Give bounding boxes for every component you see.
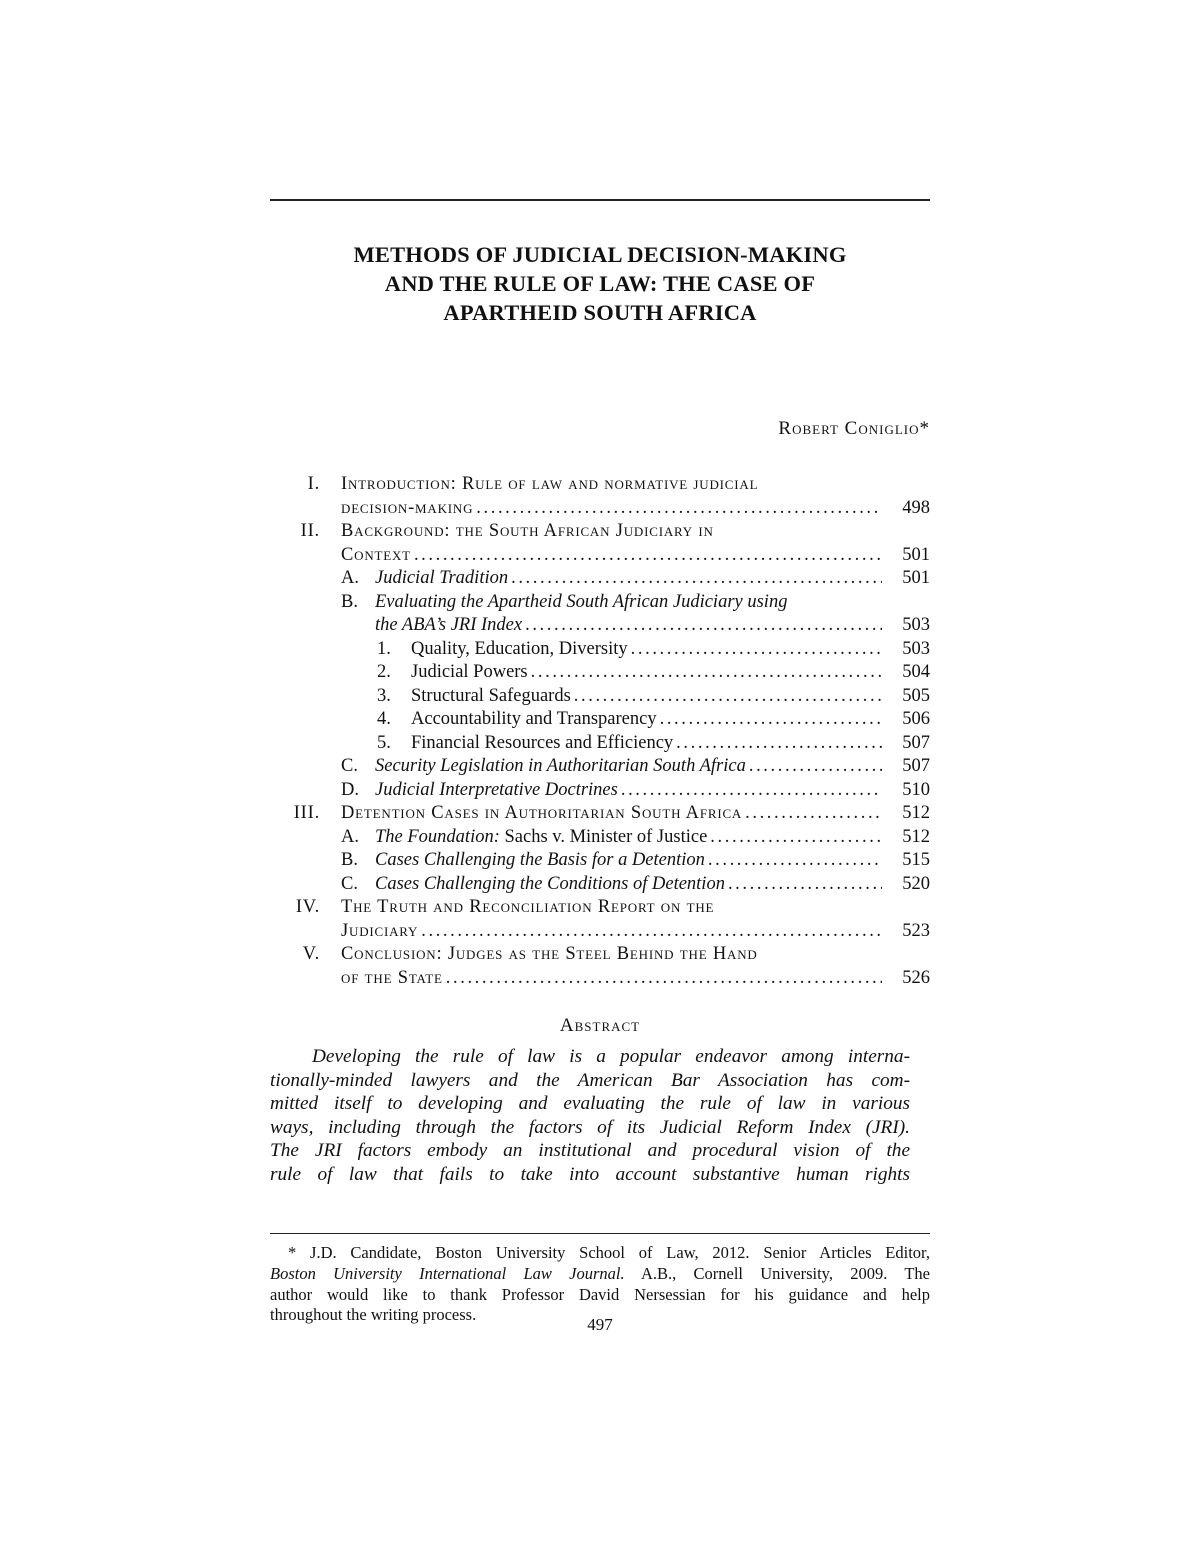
toc-number: C. (341, 873, 358, 894)
toc-leader-dots (571, 685, 882, 709)
toc-entry-line (270, 497, 930, 521)
toc-number: 1. (377, 638, 391, 659)
toc-label[interactable]: decision-making (341, 497, 474, 518)
toc-label[interactable]: Judicial Interpretative Doctrines (375, 779, 618, 800)
toc-leader-dots (725, 873, 882, 897)
toc-number: 4. (377, 709, 391, 729)
toc-label[interactable]: Accountability and Transparency (411, 709, 657, 729)
toc-leader-dots (707, 826, 882, 850)
toc-leader-dots (628, 638, 882, 662)
toc-page-number: 507 (902, 732, 930, 753)
toc-label[interactable]: Quality, Education, Diversity (411, 638, 628, 659)
toc-page-number: 515 (902, 850, 930, 870)
toc-entry-line (270, 520, 930, 544)
toc-label[interactable]: the ABA’s JRI Index (375, 615, 523, 635)
toc-leader-dots (443, 967, 882, 991)
toc-entry-line (270, 638, 930, 662)
footnote-text: J.D. Candidate, Boston University School of Law, 2012. Senior Articles Editor, (310, 1243, 930, 1262)
toc-page-number: 507 (902, 756, 930, 776)
toc-entry-line (270, 685, 930, 709)
title-line: APARTHEID SOUTH AFRICA (443, 300, 757, 325)
toc-label[interactable]: Financial Resources and Efficiency (411, 732, 674, 753)
toc-leader-dots (657, 708, 882, 732)
toc-label[interactable]: Evaluating the Apartheid South African Judiciary using (375, 591, 788, 612)
toc-label[interactable]: Security Legislation in Authoritarian South Africa (375, 756, 746, 776)
toc-label[interactable]: The Foundation: Sachs v. Minister of Justice (375, 826, 708, 847)
footnote-text: A.B., Cornell University, 2009. The (624, 1263, 930, 1283)
toc-leader-dots (418, 920, 882, 944)
toc-label[interactable]: Judiciary (341, 920, 419, 941)
toc-label[interactable]: The Truth and Reconciliation Report on the (341, 897, 715, 917)
abstract-line: Developing the rule of law is a popular endeavor among interna- (312, 1046, 910, 1067)
toc-label[interactable]: Cases Challenging the Basis for a Detention (375, 850, 705, 870)
article-title (270, 240, 930, 327)
toc-label[interactable]: Judicial Tradition (375, 568, 509, 588)
title-line: AND THE RULE OF LAW: THE CASE OF (384, 271, 816, 296)
toc-leader-dots (522, 614, 882, 638)
footnote-line: throughout the writing process. (270, 1305, 477, 1325)
toc-leader-dots (746, 755, 882, 779)
author-name: Robert Coniglio* (778, 418, 930, 439)
toc-entry-line (270, 567, 930, 591)
toc-page-number: 498 (902, 497, 930, 518)
header-rule (270, 199, 930, 201)
toc-entry-line (270, 661, 930, 685)
abstract-line: The JRI factors embody an institutional and procedural vision of the (270, 1140, 910, 1162)
toc-entry-line (270, 544, 930, 568)
toc-page-number: 512 (902, 826, 930, 847)
toc-entry-line (270, 873, 930, 897)
toc-entry-line (270, 591, 930, 615)
toc-entry-line (270, 779, 930, 803)
toc-number: V. (302, 944, 320, 964)
toc-number: A. (341, 568, 359, 588)
toc-leader-dots (508, 567, 882, 591)
abstract-line: rule of law that fails to take into account substantive human rights (270, 1163, 910, 1185)
toc-leader-dots (618, 779, 882, 803)
toc-entry-line (270, 802, 930, 826)
toc-page-number: 503 (902, 615, 930, 635)
title-line: METHODS OF JUDICIAL DECISION-MAKING (353, 242, 847, 267)
toc-label[interactable]: Detention Cases in Authoritarian South Africa (341, 803, 743, 823)
toc-page-number: 501 (902, 568, 930, 588)
table-of-contents (270, 473, 930, 990)
toc-entry-line (270, 849, 930, 873)
toc-page-number: 503 (902, 638, 930, 659)
abstract-heading: Abstract (559, 1015, 641, 1036)
toc-page-number: 506 (902, 709, 930, 729)
toc-label[interactable]: Background: the South African Judiciary in (341, 521, 714, 541)
toc-entry-line (270, 967, 930, 991)
toc-entry-line (270, 614, 930, 638)
toc-label[interactable]: Cases Challenging the Conditions of Detention (375, 873, 725, 894)
page-number: 497 (587, 1315, 613, 1334)
footnote-rule (270, 1233, 930, 1234)
footnote-line (270, 1264, 930, 1285)
toc-number: II. (300, 521, 320, 541)
footnote-line: author would like to thank Professor David Nersessian for his guidance and help (270, 1284, 930, 1304)
toc-page-number: 520 (902, 873, 930, 894)
toc-number: C. (341, 756, 358, 776)
abstract-line: tionally-minded lawyers and the American Bar Association has com- (270, 1069, 910, 1091)
toc-number: 3. (377, 685, 391, 706)
toc-leader-dots (528, 661, 882, 685)
toc-label[interactable]: Conclusion: Judges as the Steel Behind the Hand (341, 944, 758, 964)
toc-leader-dots (705, 849, 882, 873)
footnote (270, 1243, 930, 1326)
toc-number: 2. (377, 662, 391, 682)
toc-page-number: 501 (902, 544, 930, 565)
toc-leader-dots (411, 544, 882, 568)
abstract-line: ways, including through the factors of its Judicial Reform Index (JRI). (270, 1116, 910, 1138)
toc-number: 5. (377, 732, 391, 753)
toc-label[interactable]: Context (341, 544, 411, 565)
toc-entry-line (270, 896, 930, 920)
toc-entry-line (270, 755, 930, 779)
toc-page-number: 523 (902, 920, 930, 941)
journal-name: Boston University International Law Journal. (270, 1263, 625, 1283)
toc-number: D. (341, 779, 359, 800)
toc-page-number: 505 (902, 685, 930, 706)
toc-number: B. (341, 850, 358, 870)
toc-page-number: 504 (902, 662, 930, 682)
abstract-line: mitted itself to developing and evaluating the rule of law in various (270, 1093, 910, 1115)
toc-label[interactable]: Judicial Powers (411, 662, 528, 682)
toc-entry-line (270, 826, 930, 850)
footnote-line (270, 1243, 930, 1264)
toc-label[interactable]: of the State (341, 967, 443, 988)
toc-page-number: 526 (902, 967, 930, 988)
toc-label[interactable]: Structural Safeguards (411, 685, 571, 706)
toc-leader-dots (742, 802, 882, 826)
toc-number: IV. (295, 897, 320, 917)
toc-number: B. (341, 591, 358, 612)
footnote-marker: * (288, 1243, 297, 1262)
toc-number: A. (341, 826, 359, 847)
toc-entry-line (270, 943, 930, 967)
toc-number: III. (293, 803, 320, 823)
toc-entry-line (270, 708, 930, 732)
toc-label[interactable]: Introduction: Rule of law and normative judicial (341, 474, 759, 494)
toc-page-number: 512 (902, 803, 930, 823)
abstract-text (270, 1045, 910, 1187)
toc-entry-line (270, 920, 930, 944)
toc-leader-dots (673, 732, 882, 756)
toc-entry-line (270, 732, 930, 756)
toc-entry-line (270, 473, 930, 497)
toc-page-number: 510 (902, 779, 930, 800)
toc-leader-dots (473, 497, 882, 521)
toc-number: I. (307, 474, 320, 494)
